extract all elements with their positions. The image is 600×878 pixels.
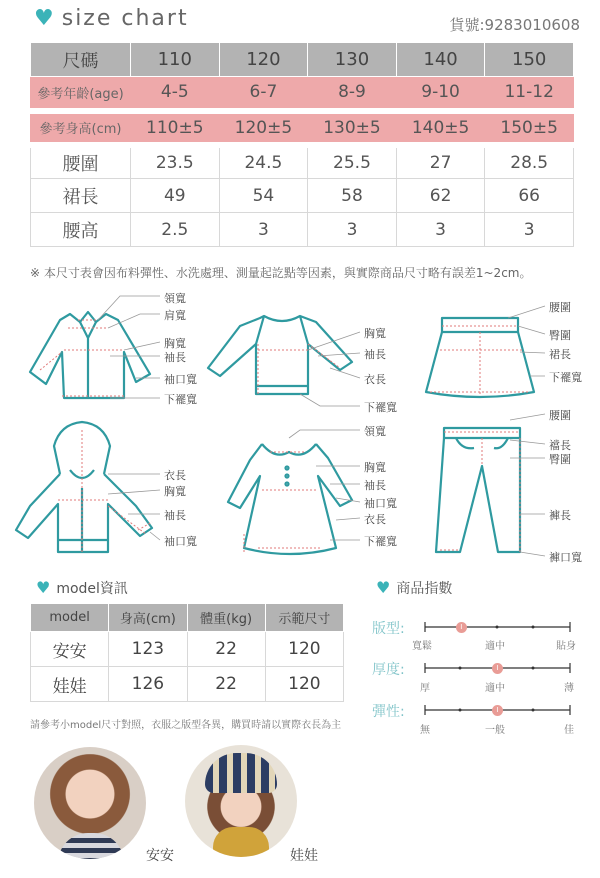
label-cuff-width: 袖口寬 xyxy=(164,373,197,386)
model-photo-wawa xyxy=(185,745,297,857)
model-section-title: ♥ model資訊 xyxy=(36,578,128,597)
table-cell: 27 xyxy=(396,145,485,179)
thickness-label: 厚度: xyxy=(372,662,405,678)
label-sleeve-length: 袖長 xyxy=(364,479,386,492)
label-sleeve-length: 袖長 xyxy=(364,348,386,361)
fit-marker: I xyxy=(456,622,467,633)
table-cell: 140±5 xyxy=(396,111,485,145)
label-shoulder-width: 肩寬 xyxy=(164,309,186,322)
heart-icon: ♥ xyxy=(34,6,56,31)
scale-label: 適中 xyxy=(485,683,505,694)
scale-label: 貼身 xyxy=(556,641,576,652)
heart-icon: ♥ xyxy=(376,578,391,597)
table-cell: 3 xyxy=(308,213,397,247)
table-cell: 11-12 xyxy=(485,77,574,111)
model-name-anan: 安安 xyxy=(146,848,174,864)
label-chest-width: 胸寬 xyxy=(164,485,186,498)
label-cuff-width: 袖口寬 xyxy=(364,497,397,510)
table-cell: 150±5 xyxy=(485,111,574,145)
elasticity-marker: I xyxy=(492,705,503,716)
table-cell: 120 xyxy=(265,667,343,702)
page-title: ♥ size chart xyxy=(34,6,189,31)
table-cell: 2.5 xyxy=(131,213,220,247)
thickness-marker: I xyxy=(492,663,503,674)
hoodie-diagram xyxy=(16,422,152,552)
table-cell: 3 xyxy=(485,213,574,247)
table-cell: 123 xyxy=(109,632,187,667)
table-cell: 24.5 xyxy=(219,145,308,179)
table-cell: 62 xyxy=(396,179,485,213)
table-cell: 58 xyxy=(308,179,397,213)
scale-label: 佳 xyxy=(564,725,574,736)
table-cell: 120 xyxy=(265,632,343,667)
model-table-header xyxy=(31,604,344,632)
label-collar-width: 領寬 xyxy=(364,425,386,438)
scale-label: 適中 xyxy=(485,641,505,652)
model-photo-anan xyxy=(34,747,146,859)
table-cell: 54 xyxy=(219,179,308,213)
table-cell: 8-9 xyxy=(308,77,397,111)
header-cell: 尺碼 xyxy=(31,43,131,77)
label-waist: 腰圍 xyxy=(549,409,571,422)
table-cell: 6-7 xyxy=(219,77,308,111)
label-chest-width: 胸寬 xyxy=(164,337,186,350)
label-chest-width: 胸寬 xyxy=(364,461,386,474)
label-sleeve-length: 袖長 xyxy=(164,351,186,364)
label-sleeve-length: 袖長 xyxy=(164,509,186,522)
header-cell: 150 xyxy=(485,43,574,77)
fit-label: 版型: xyxy=(372,621,405,637)
table-cell: 3 xyxy=(219,213,308,247)
table-cell: 23.5 xyxy=(131,145,220,179)
dress-diagram xyxy=(228,444,352,554)
table-cell: 3 xyxy=(396,213,485,247)
header-cell: 120 xyxy=(219,43,308,77)
row-label: 參考年齡(age) xyxy=(31,77,131,111)
index-section-title: ♥ 商品指數 xyxy=(376,578,453,597)
table-row xyxy=(31,632,344,667)
label-waist: 腰圍 xyxy=(549,301,571,314)
label-hip: 臀圍 xyxy=(549,453,571,466)
row-label: 腰圍 xyxy=(31,145,131,179)
table-row xyxy=(31,667,344,702)
table-cell: 22 xyxy=(187,632,265,667)
shirt-diagram xyxy=(30,312,150,398)
scale-label: 無 xyxy=(420,725,430,736)
model-table xyxy=(30,603,344,702)
header-cell: model xyxy=(31,604,109,632)
size-note: ※ 本尺寸表會因布料彈性、水洗處理、測量起訖點等因素，與實際商品尺寸略有誤差1~2cm。 xyxy=(30,266,532,280)
sku-number: 貨號:9283010608 xyxy=(449,16,580,34)
label-hem-width: 下襬寬 xyxy=(364,401,397,414)
table-cell: 66 xyxy=(485,179,574,213)
scale-label: 薄 xyxy=(564,683,574,694)
label-hem-width: 下襬寬 xyxy=(364,535,397,548)
row-label: 腰高 xyxy=(31,213,131,247)
label-skirt-length: 裙長 xyxy=(549,348,571,361)
label-hem-width: 下襬寬 xyxy=(549,371,582,384)
header-cell: 140 xyxy=(396,43,485,77)
label-chest-width: 胸寬 xyxy=(364,327,386,340)
label-leg-opening: 褲口寬 xyxy=(549,551,582,564)
pants-diagram xyxy=(436,428,520,552)
model-note: 請參考小model尺寸對照，衣服之版型各異，購買時請以實際衣長為主 xyxy=(30,720,342,731)
label-body-length: 衣長 xyxy=(164,469,186,482)
header-cell: 130 xyxy=(308,43,397,77)
header-cell: 示範尺寸 xyxy=(265,604,343,632)
table-cell: 49 xyxy=(131,179,220,213)
label-pants-length: 褲長 xyxy=(549,509,571,522)
label-body-length: 衣長 xyxy=(364,373,386,386)
table-cell: 110±5 xyxy=(131,111,220,145)
table-cell: 120±5 xyxy=(219,111,308,145)
model-name-wawa: 娃娃 xyxy=(290,848,318,864)
label-rise: 襠長 xyxy=(549,439,571,452)
scale-label: 寬鬆 xyxy=(412,641,432,652)
table-cell: 130±5 xyxy=(308,111,397,145)
table-cell: 4-5 xyxy=(131,77,220,111)
table-cell: 娃娃 xyxy=(31,667,109,702)
label-body-length: 衣長 xyxy=(364,513,386,526)
header-cell: 110 xyxy=(131,43,220,77)
scale-label: 厚 xyxy=(420,683,430,694)
table-cell: 22 xyxy=(187,667,265,702)
label-cuff-width: 袖口寬 xyxy=(164,535,197,548)
table-cell: 安安 xyxy=(31,632,109,667)
table-cell: 126 xyxy=(109,667,187,702)
label-hem-width: 下襬寬 xyxy=(164,393,197,406)
scale-label: 一般 xyxy=(485,725,505,736)
label-collar-width: 領寬 xyxy=(164,292,186,305)
row-label: 裙長 xyxy=(31,179,131,213)
header-cell: 體重(kg) xyxy=(187,604,265,632)
table-cell: 25.5 xyxy=(308,145,397,179)
header-cell: 身高(cm) xyxy=(109,604,187,632)
row-label: 參考身高(cm) xyxy=(31,111,131,145)
table-cell: 9-10 xyxy=(396,77,485,111)
table-cell: 28.5 xyxy=(485,145,574,179)
label-hip: 臀圍 xyxy=(549,329,571,342)
heart-icon: ♥ xyxy=(36,578,51,597)
elasticity-label: 彈性: xyxy=(372,704,405,720)
